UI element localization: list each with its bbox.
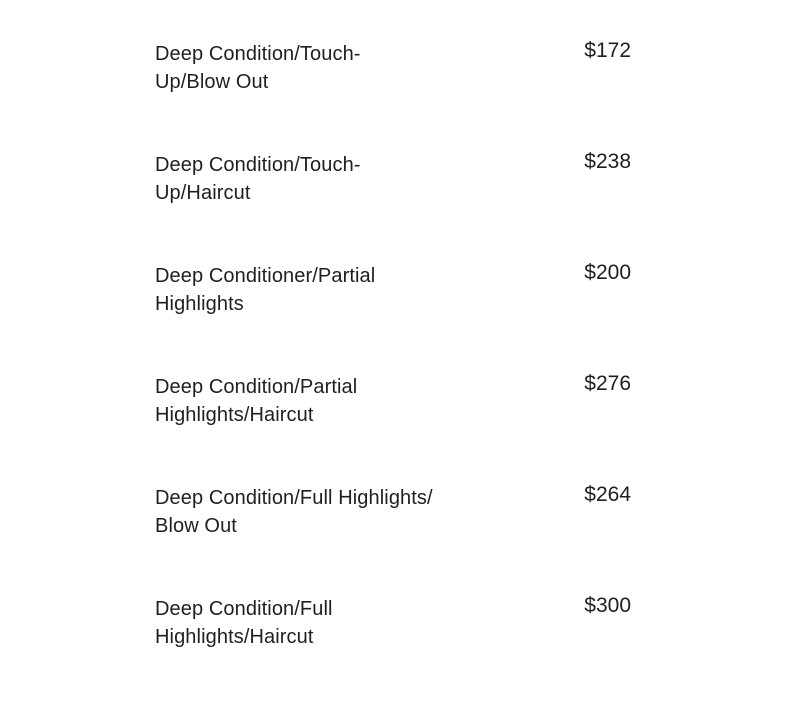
price-row bbox=[155, 262, 631, 373]
service-name bbox=[155, 40, 475, 96]
price-row bbox=[155, 595, 631, 706]
price-row bbox=[155, 40, 631, 151]
service-name bbox=[155, 373, 475, 429]
service-name-line: Blow Out bbox=[155, 515, 237, 537]
service-name-line: Deep Conditioner/Partial bbox=[155, 265, 376, 287]
service-name-line: Up/Haircut bbox=[155, 182, 251, 204]
service-name-line: Deep Condition/Partial bbox=[155, 376, 358, 398]
service-name-line: Deep Condition/Full Highlights/ bbox=[155, 487, 433, 509]
service-name-line: Deep Condition/Touch- bbox=[155, 43, 361, 65]
service-name bbox=[155, 595, 475, 651]
price-list bbox=[155, 40, 631, 706]
service-name-line: Deep Condition/Full bbox=[155, 598, 333, 620]
service-name-line: Up/Blow Out bbox=[155, 71, 269, 93]
price-row bbox=[155, 484, 631, 595]
price-row bbox=[155, 373, 631, 484]
service-price: $300 bbox=[584, 594, 631, 617]
service-name-line: Highlights bbox=[155, 293, 244, 315]
service-name bbox=[155, 151, 475, 207]
service-name bbox=[155, 262, 475, 318]
service-name-line: Highlights/Haircut bbox=[155, 626, 314, 648]
service-price: $172 bbox=[584, 39, 631, 62]
service-name bbox=[155, 484, 475, 540]
price-row bbox=[155, 151, 631, 262]
service-name-line: Highlights/Haircut bbox=[155, 404, 314, 426]
service-price: $238 bbox=[584, 150, 631, 173]
service-price: $264 bbox=[584, 483, 631, 506]
service-price: $200 bbox=[584, 261, 631, 284]
service-price: $276 bbox=[584, 372, 631, 395]
service-name-line: Deep Condition/Touch- bbox=[155, 154, 361, 176]
